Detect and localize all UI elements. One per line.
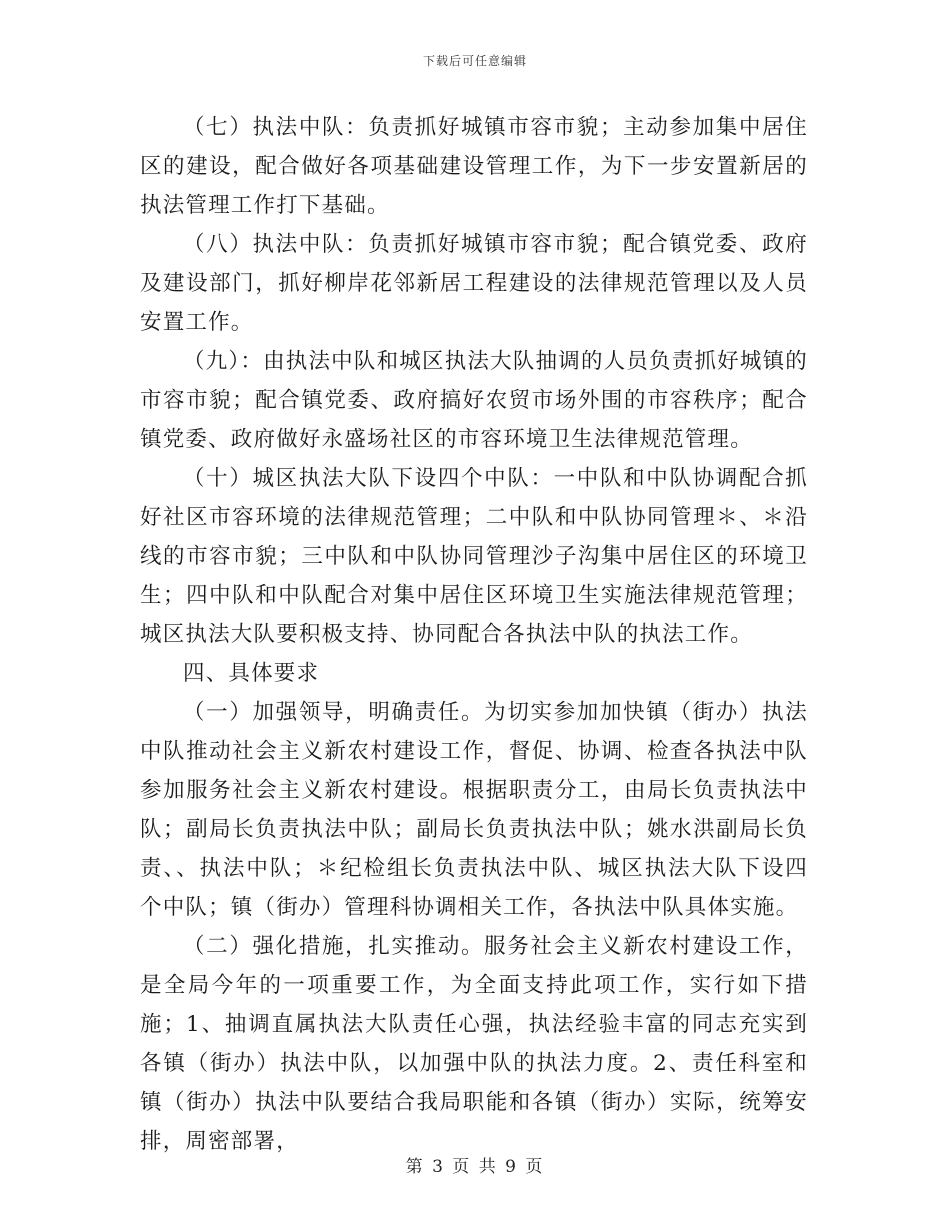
section-heading-requirements: 四、具体要求: [183, 661, 320, 686]
paragraph-req-1: （一）加强领导，明确责任。为切实参加加快镇（街办）执法中队推动社会主义新农村建设工作，督促、协调、检查各执法中队参加服务社会主义新农村建设。根据职责分工，由局长负责执法中队；副局长负责执法中队；副局长负责执法中队；姚水洪副局长负责、、执法中队；＊纪检组长负责执法中队、城区执法大队下设四个中队；镇（街办）管理科协调相关工作，各执法中队具体实施。: [140, 700, 808, 920]
paragraph-8: （八）执法中队：负责抓好城镇市容市貌；配合镇党委、政府及建设部门，抓好柳岸花邻新居工程建设的法律规范管理以及人员安置工作。: [140, 232, 808, 335]
paragraph-req-2: （二）强化措施，扎实推动。服务社会主义新农村建设工作，是全局今年的一项重要工作，为全面支持此项工作，实行如下措施；1、抽调直属执法大队责任心强，执法经验丰富的同志充实到各镇（街办）执法中队，以加强中队的执法力度。2、责任科室和镇（街办）执法中队要结合我局职能和各镇（街办）实际，统筹安排，周密部署，: [140, 934, 808, 1154]
page-header: 下载后可任意编辑: [422, 54, 527, 68]
page-number: 第 3 页 共 9 页: [405, 1157, 545, 1177]
document-body: [140, 108, 808, 1161]
paragraph-7: （七）执法中队：负责抓好城镇市容市貌；主动参加集中居住区的建设，配合做好各项基础建设管理工作，为下一步安置新居的执法管理工作打下基础。: [140, 115, 808, 218]
paragraph-9: （九）：由执法中队和城区执法大队抽调的人员负责抓好城镇的市容市貌；配合镇党委、政府搞好农贸市场外围的市容秩序；配合镇党委、政府做好永盛场社区的市容环境卫生法律规范管理。: [140, 349, 808, 452]
paragraph-10: （十）城区执法大队下设四个中队：一中队和中队协调配合抓好社区市容环境的法律规范管理；二中队和中队协同管理＊、＊沿线的市容市貌；三中队和中队协同管理沙子沟集中居住区的环境卫生；四中队和中队配合对集中居住区环境卫生实施法律规范管理；城区执法大队要积极支持、协同配合各执法中队的执法工作。: [140, 466, 808, 647]
